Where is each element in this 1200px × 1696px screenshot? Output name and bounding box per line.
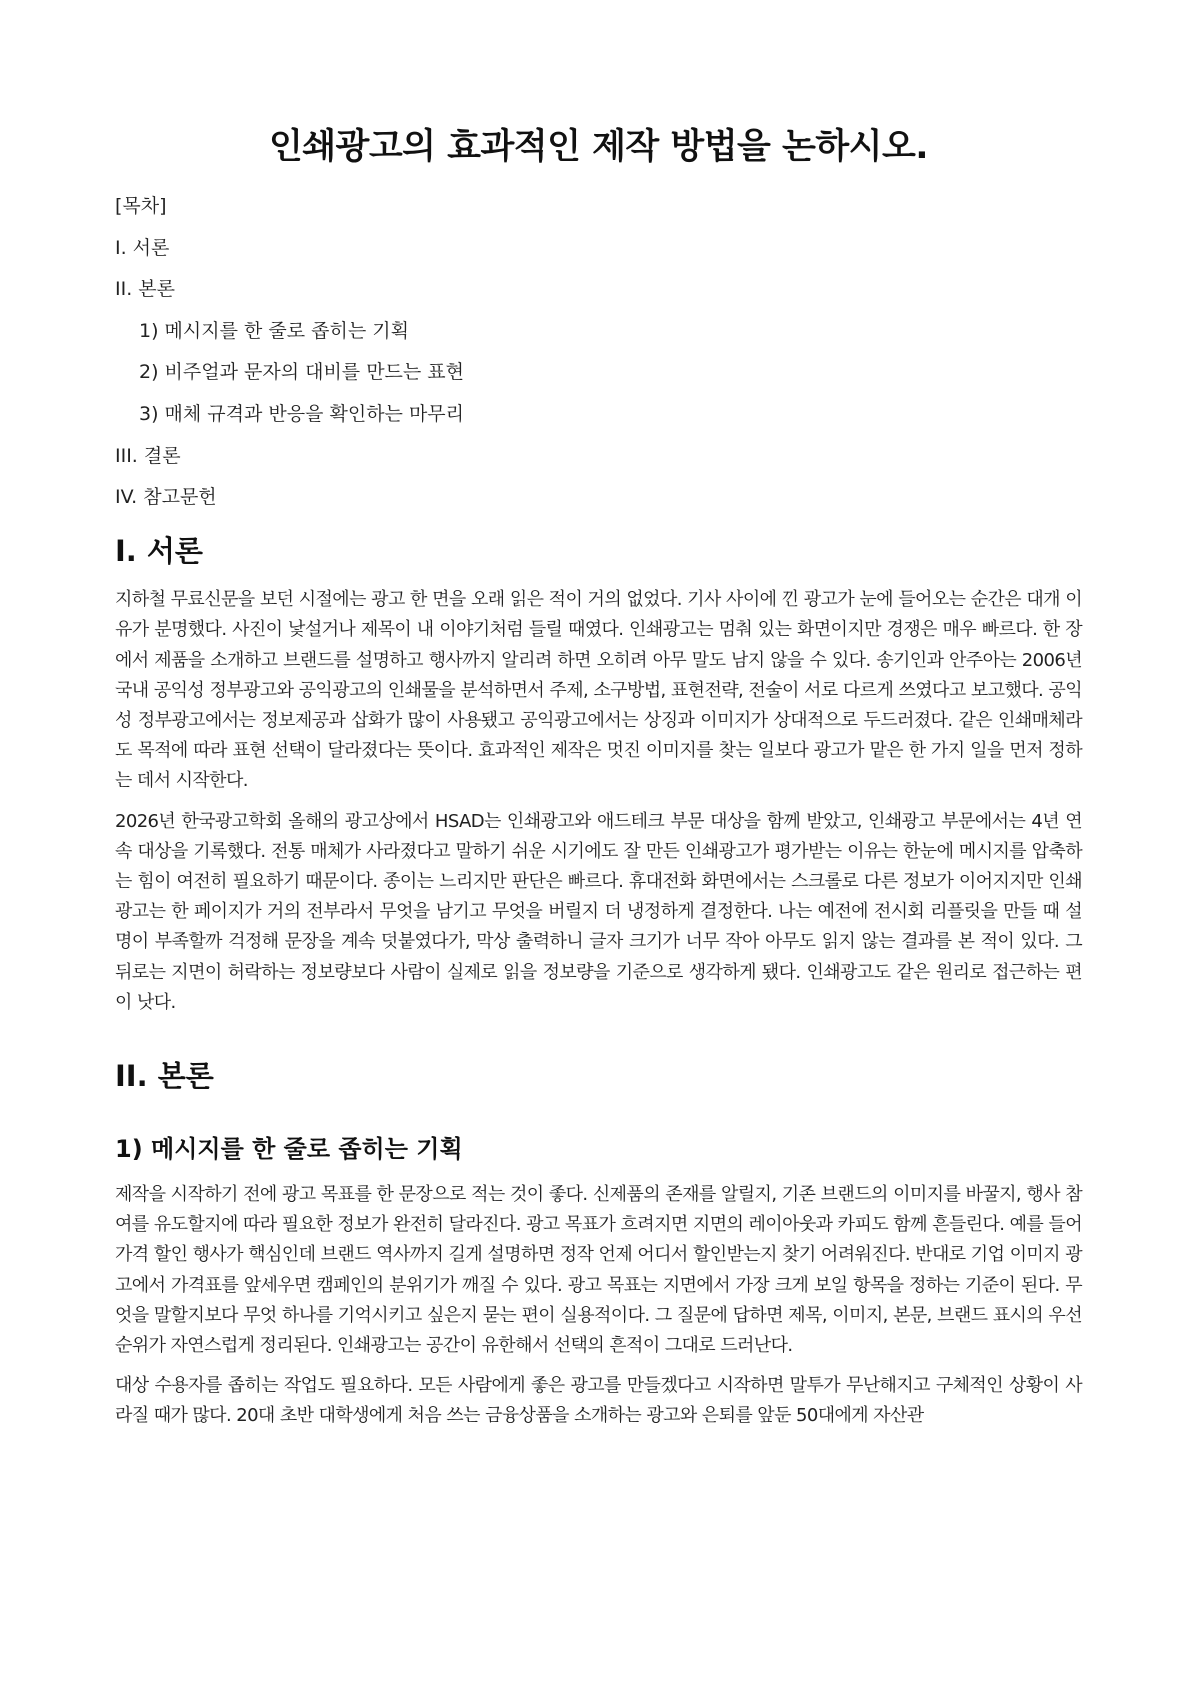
intro-paragraph: 지하철 무료신문을 보던 시절에는 광고 한 면을 오래 읽은 적이 거의 없었다. 기사 사이에 낀 광고가 눈에 들어오는 순간은 대개 이유가 분명했다. 사진이 낯설거나 제목이 내 이야기처럼 들릴 때였다. 인쇄광고는 멈춰 있는 화면이지만 경쟁은 매우 빠르다. 한 장에서 제품을 소개하고 브랜드를 설명하고 행사까지 알리려 하면 오히려 아무 말도 남지 않을 수 있다. 송기인과 안주아는 2006년 국내 공익성 정부광고와 공익광고의 인쇄물을 분석하면서 주제, 소구방법, 표현전략, 전술이 서로 다르게 쓰였다고 보고했다. 공익성 정부광고에서는 정보제공과 삽화가 많이 사용됐고 공익광고에서는 상징과 이미지가 상대적으로 두드러졌다. 같은 인쇄매체라도 목적에 따라 표현 선택이 달라졌다는 뜻이다. 효과적인 제작은 멋진 이미지를 찾는 일보다 광고가 맡은 한 가지 일을 먼저 정하는 데서 시작한다. xyxy=(115,589,1082,792)
toc-item-body-3: 3) 매체 규격과 반응을 확인하는 마무리 xyxy=(139,402,465,425)
subsection-heading-planning: 1) 메시지를 한 줄로 좁히는 기획 xyxy=(115,1135,463,1163)
toc-item-body-1: 1) 메시지를 한 줄로 좁히는 기획 xyxy=(139,319,409,342)
intro-paragraph: 2026년 한국광고학회 올해의 광고상에서 HSAD는 인쇄광고와 애드테크 부문 대상을 함께 받았고, 인쇄광고 부문에서는 4년 연속 대상을 기록했다. 전통 매체가 사라졌다고 말하기 쉬운 시기에도 잘 만든 인쇄광고가 평가받는 이유는 한눈에 메시지를 압축하는 힘이 여전히 필요하기 때문이다. 종이는 느리지만 판단은 빠르다. 휴대전화 화면에서는 스크롤로 다른 정보가 이어지지만 인쇄광고는 한 페이지가 거의 전부라서 무엇을 남기고 무엇을 버릴지 더 냉정하게 결정한다. 나는 예전에 전시회 리플릿을 만들 때 설명이 부족할까 걱정해 문장을 계속 덧붙였다가, 막상 출력하니 글자 크기가 너무 작아 아무도 읽지 않는 결과를 본 적이 있다. 그 뒤로는 지면이 허락하는 정보량보다 사람이 실제로 읽을 정보량을 기준으로 생각하게 됐다. 인쇄광고도 같은 원리로 접근하는 편이 낫다. xyxy=(115,810,1082,1013)
toc-item-references: IV. 참고문헌 xyxy=(115,486,217,509)
table-of-contents xyxy=(115,194,1082,509)
toc-heading: [목차] xyxy=(115,195,167,217)
toc-item-conclusion: III. 결론 xyxy=(115,444,181,467)
document-title: 인쇄광고의 효과적인 제작 방법을 논하시오. xyxy=(268,127,929,167)
body-paragraph: 제작을 시작하기 전에 광고 목표를 한 문장으로 적는 것이 좋다. 신제품의 존재를 알릴지, 기존 브랜드의 이미지를 바꿀지, 행사 참여를 유도할지에 따라 필요한 정보가 완전히 달라진다. 광고 목표가 흐려지면 지면의 레이아웃과 카피도 함께 흔들린다. 예를 들어 가격 할인 행사가 핵심인데 브랜드 역사까지 길게 설명하면 정작 언제 어디서 할인받는지 찾기 어려워진다. 반대로 기업 이미지 광고에서 가격표를 앞세우면 캠페인의 분위기가 깨질 수 있다. 광고 목표는 지면에서 가장 크게 보일 항목을 정하는 기준이 된다. 무엇을 말할지보다 무엇 하나를 기억시키고 싶은지 묻는 편이 실용적이다. 그 질문에 답하면 제목, 이미지, 본문, 브랜드 표시의 우선순위가 자연스럽게 정리된다. 인쇄광고는 공간이 유한해서 선택의 흔적이 그대로 드러난다. xyxy=(115,1184,1082,1357)
toc-item-body-2: 2) 비주얼과 문자의 대비를 만드는 표현 xyxy=(139,361,465,384)
section-heading-body: II. 본론 xyxy=(115,1059,214,1093)
toc-item-body: II. 본론 xyxy=(115,278,175,301)
toc-item-intro: I. 서론 xyxy=(115,236,170,259)
section-heading-intro: I. 서론 xyxy=(115,534,203,569)
body-paragraph: 대상 수용자를 좁히는 작업도 필요하다. 모든 사람에게 좋은 광고를 만들겠다고 시작하면 말투가 무난해지고 구체적인 상황이 사라질 때가 많다. 20대 초반 대학생에게 처음 쓰는 금융상품을 소개하는 광고와 은퇴를 앞둔 50대에게 자산관 xyxy=(115,1375,1082,1427)
